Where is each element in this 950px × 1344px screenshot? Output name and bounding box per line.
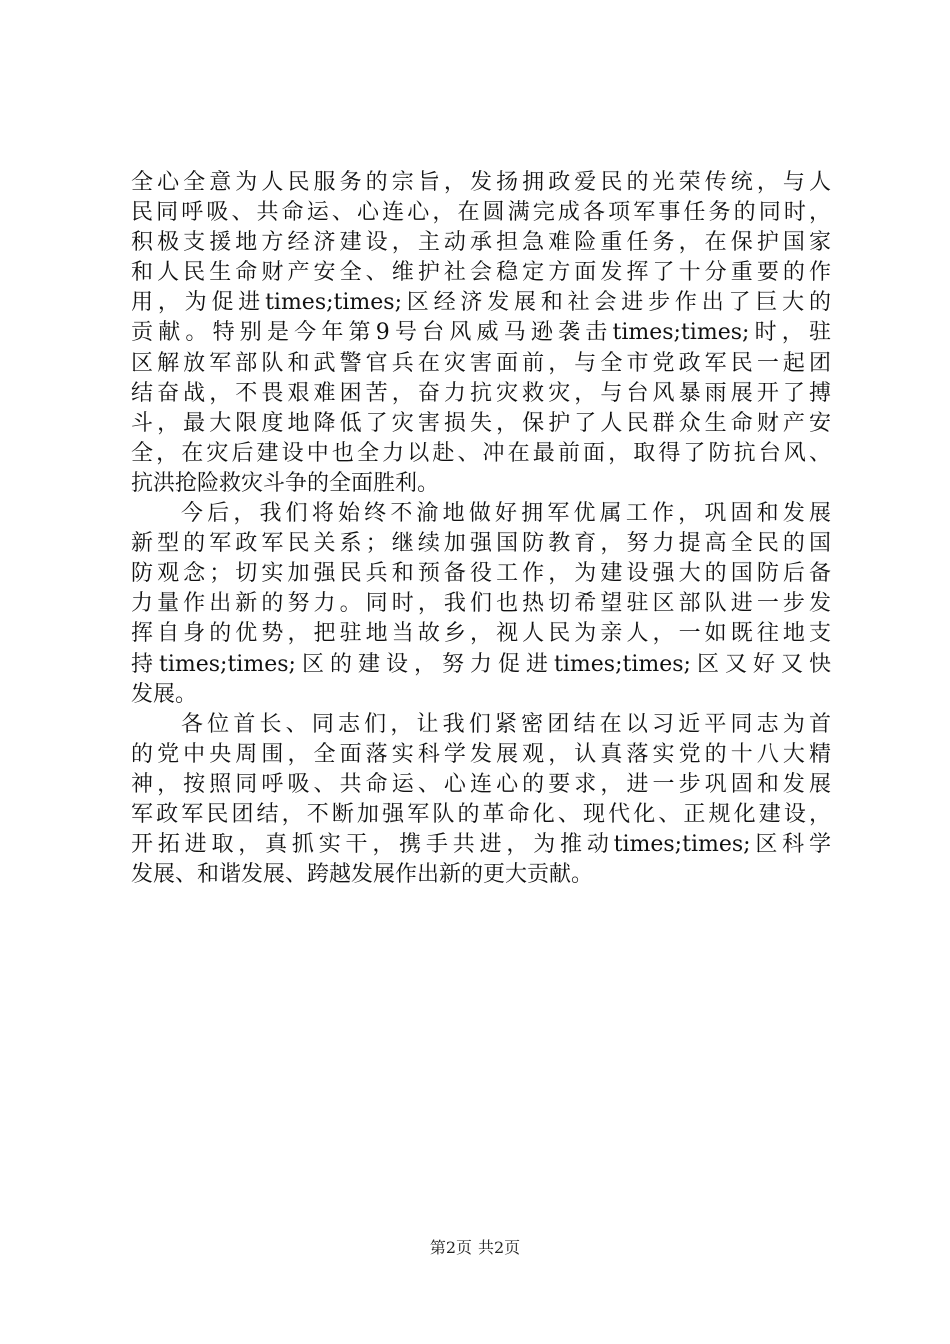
text-line: 全，在灾后建设中也全力以赴、冲在最前面，取得了防抗台风、 xyxy=(131,440,831,466)
text-line: 新型的军政军民关系；继续加强国防教育，努力提高全民的国 xyxy=(131,531,831,557)
text-line: 各位首长、同志们，让我们紧密团结在以习近平同志为首 xyxy=(181,711,831,737)
text-line: 军政军民团结，不断加强军队的革命化、现代化、正规化建设， xyxy=(131,801,831,827)
text-line: 的党中央周围，全面落实科学发展观，认真落实党的十八大精 xyxy=(131,741,831,767)
document-body xyxy=(131,168,831,890)
text-line: 挥自身的优势，把驻地当故乡，视人民为亲人，一如既往地支 xyxy=(131,621,831,647)
text-line: 持times;times;区的建设，努力促进times;times;区又好又快 xyxy=(131,651,831,677)
paragraph-2 xyxy=(131,499,831,710)
paragraph-3 xyxy=(131,710,831,891)
text-line: 用，为促进times;times;区经济发展和社会进步作出了巨大的 xyxy=(131,290,831,316)
total-pages: 共2页 xyxy=(478,1238,521,1257)
text-line: 和人民生命财产安全、维护社会稳定方面发挥了十分重要的作 xyxy=(131,260,831,286)
text-line: 结奋战，不畏艰难困苦，奋力抗灾救灾，与台风暴雨展开了搏 xyxy=(131,380,831,406)
page-number: 第2页 xyxy=(429,1238,472,1257)
text-line: 发展。 xyxy=(131,681,198,707)
paragraph-1 xyxy=(131,168,831,499)
text-line: 区解放军部队和武警官兵在灾害面前，与全市党政军民一起团 xyxy=(131,350,831,376)
text-line: 发展、和谐发展、跨越发展作出新的更大贡献。 xyxy=(131,862,594,888)
text-line: 防观念；切实加强民兵和预备役工作，为建设强大的国防后备 xyxy=(131,561,831,587)
text-line: 抗洪抢险救灾斗争的全面胜利。 xyxy=(131,470,440,496)
text-line: 力量作出新的努力。同时，我们也热切希望驻区部队进一步发 xyxy=(131,591,831,617)
text-line: 积极支援地方经济建设，主动承担急难险重任务，在保护国家 xyxy=(131,230,831,256)
text-line: 今后，我们将始终不渝地做好拥军优属工作，巩固和发展 xyxy=(181,501,831,527)
text-line: 全心全意为人民服务的宗旨，发扬拥政爱民的光荣传统，与人 xyxy=(131,170,831,195)
page-footer xyxy=(0,1238,950,1258)
text-line: 开拓进取，真抓实干，携手共进，为推动times;times;区科学 xyxy=(131,832,831,858)
text-line: 贡献。特别是今年第9号台风威马逊袭击times;times;时，驻 xyxy=(131,320,831,346)
text-line: 神，按照同呼吸、共命运、心连心的要求，进一步巩固和发展 xyxy=(131,771,831,797)
text-line: 民同呼吸、共命运、心连心，在圆满完成各项军事任务的同时， xyxy=(131,200,831,226)
text-line: 斗，最大限度地降低了灾害损失，保护了人民群众生命财产安 xyxy=(131,410,831,436)
